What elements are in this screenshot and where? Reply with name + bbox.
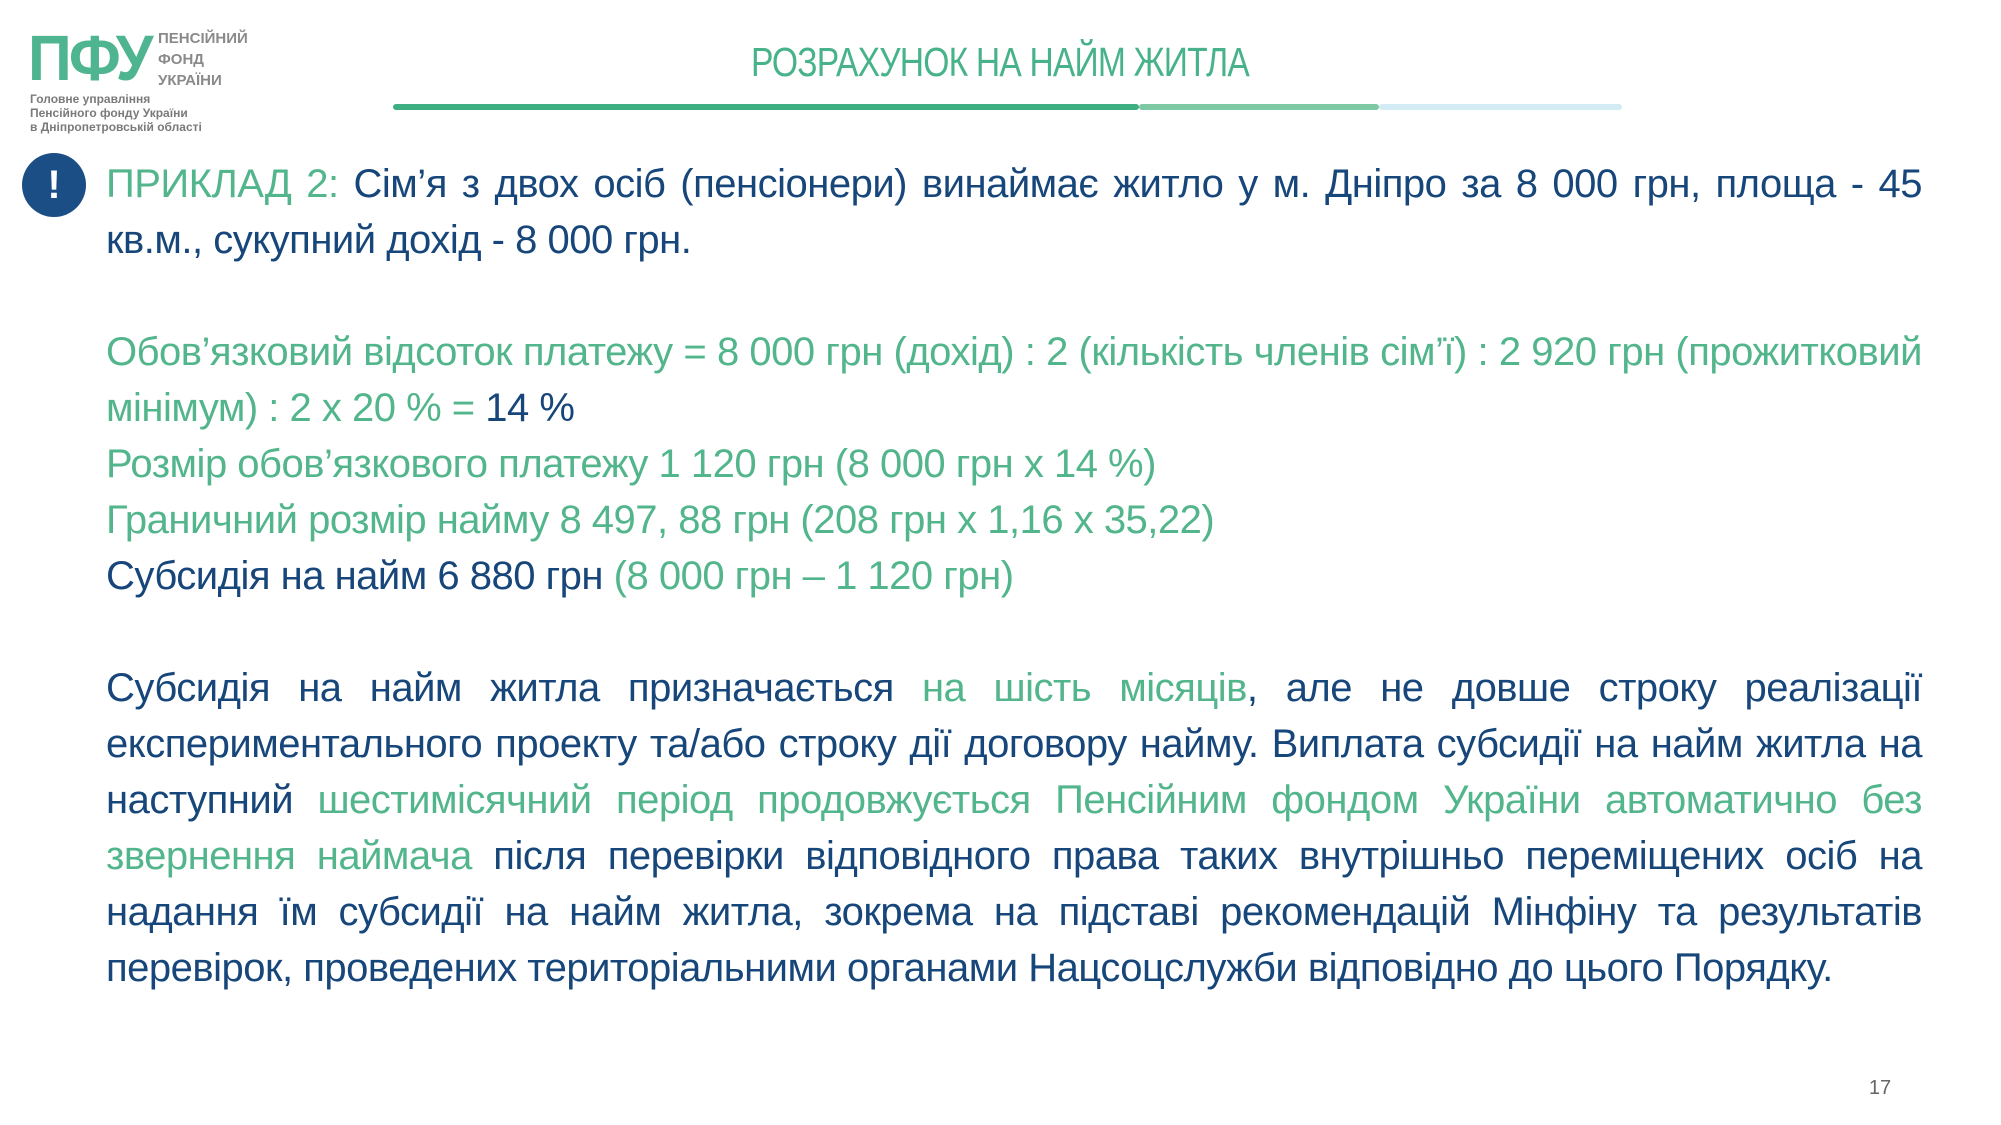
- subsidy-label: Субсидія на найм 6 880 грн: [106, 554, 614, 598]
- exclamation-glyph: !: [47, 163, 61, 207]
- paragraph-text: після перевірки відповідного права таких внутрішньо переміщених осіб на надання їм субсидії на найм житла, зокрема на підставі рекомендацій Мінфіну та результатів перевірок, проведених територіальними органами Нацсоцслужби відповідно до цього Порядку.: [106, 834, 1922, 990]
- example-label: ПРИКЛАД 2:: [106, 162, 339, 206]
- payment-size: Розмір обов’язкового платежу 1 120 грн (8 000 грн х 14 %): [106, 442, 1156, 486]
- rent-limit: Граничний розмір найму 8 497, 88 грн (208 грн х 1,16 х 35,22): [106, 498, 1215, 542]
- logo-word: УКРАЇНИ: [158, 72, 222, 89]
- logo-subtitle-line: Пенсійного фонду України: [30, 106, 188, 120]
- title-underline-segment: [1379, 104, 1622, 110]
- paragraph-highlight: на шість місяців: [921, 666, 1247, 710]
- logo-word: ПЕНСІЙНИЙ: [158, 30, 248, 47]
- percent-formula-text: Обов’язковий відсоток платежу = 8 000 грн (дохід) : 2 (кількість членів сім’ї) : 2 920 грн (прожитковий мінімум) : 2 х 20 % =: [106, 330, 1922, 430]
- title-underline-segment: [1139, 104, 1379, 110]
- page-title: РОЗРАХУНОК НА НАЙМ ЖИТЛА: [751, 39, 1249, 85]
- logo-subtitle-line: в Дніпропетровській області: [30, 120, 202, 134]
- logo-word: ФОНД: [158, 51, 204, 68]
- percent-formula: [106, 324, 1922, 436]
- subsidy-formula: (8 000 грн – 1 120 грн): [613, 554, 1014, 598]
- spacer: [106, 268, 1922, 324]
- spacer: [106, 604, 1922, 660]
- pfu-logo-words: [158, 28, 248, 91]
- logo-subtitle-line: Головне управління: [30, 92, 151, 106]
- title-underline-segment: [393, 104, 1139, 110]
- page-number: 17: [1868, 1077, 1892, 1099]
- example-text: Сім’я з двох осіб (пенсіонери) винаймає житло у м. Дніпро за 8 000 грн, площа - 45 кв.м., сукупний дохід - 8 000 грн.: [106, 162, 1923, 262]
- paragraph-highlight: шестимісячний період продовжується Пенсійним фондом України автоматично без звернення наймача: [106, 778, 1922, 878]
- paragraph-text: , але не довше строку реалізації експериментального проекту та/або строку дії договору найму. Виплата субсидії на найм житла на наступний: [106, 666, 1922, 822]
- subsidy-line: [106, 548, 1922, 604]
- pfu-logo-mark: ПФУ: [28, 22, 151, 94]
- exclamation-icon: [22, 153, 86, 217]
- example-paragraph: [106, 156, 1922, 268]
- subsidy-paragraph: [106, 660, 1922, 996]
- slide-content: [106, 156, 1922, 996]
- percent-result: 14 %: [485, 386, 575, 430]
- logo-subtitle: [30, 92, 202, 134]
- pfu-logo: [28, 24, 268, 136]
- paragraph-text: Субсидія на найм житла призначається: [106, 666, 922, 710]
